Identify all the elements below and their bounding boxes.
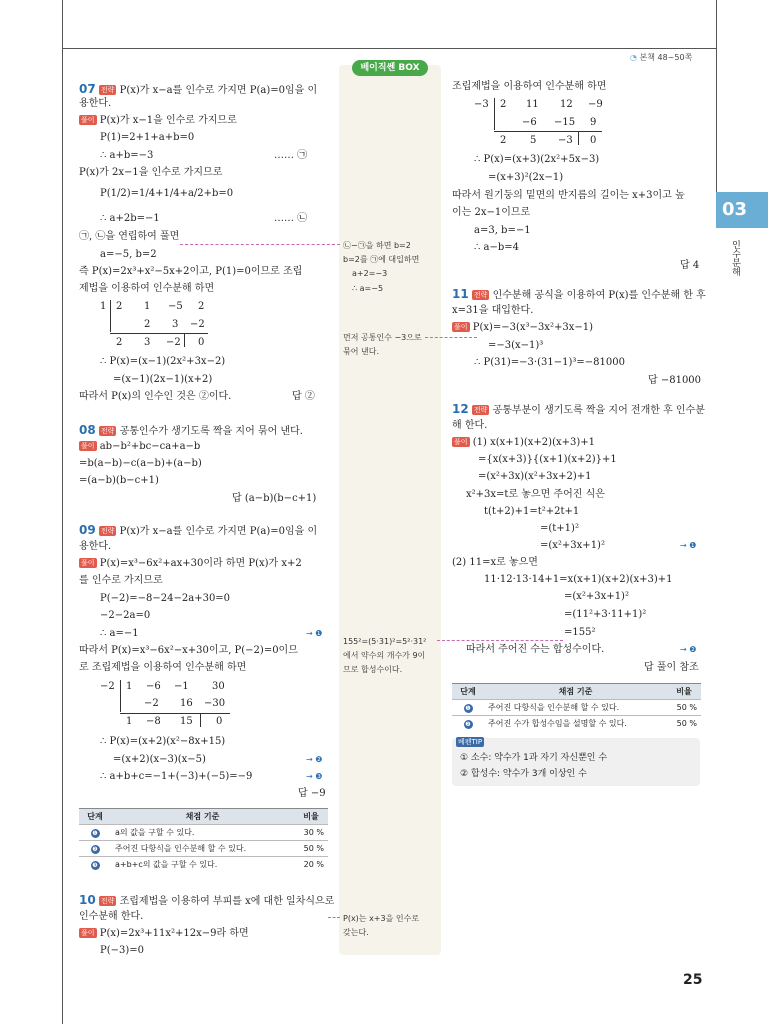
grade-header-row: 단계 채점 기준 비율: [452, 684, 701, 700]
q09-line5: 따라서 P(x)=x³−6x²−x+30이고, P(−2)=0이므: [79, 645, 298, 656]
q09-line6: 로 조립제법을 이용하여 인수분해 하면: [79, 662, 247, 673]
q10-cont5: a=3, b=−1: [474, 225, 531, 236]
q09-line8: =(x+2)(x−3)(x−5): [113, 754, 206, 765]
q07-line0: 풀이 P(x)가 x−1을 인수로 가지므로: [81, 115, 237, 126]
sidebar-note3-2: 므로 합성수이다.: [343, 665, 403, 674]
q12-line9: =(x²+3x+1)²: [564, 591, 629, 602]
q07-answer: 답 ②: [292, 391, 315, 402]
q10-cont0: 조립제법을 이용하여 인수분해 하면: [452, 81, 607, 92]
q07-line12: 따라서 P(x)의 인수인 것은 ②이다.: [79, 391, 232, 402]
right-margin-line: [716, 0, 717, 192]
q07-line3: P(x)가 2x−1을 인수로 가지므로: [79, 167, 223, 178]
q11-header: 11 전략 인수분해 공식을 이용하여 P(x)를 인수분해 한 후: [452, 287, 706, 301]
sidebar-note2-0: 먼저 공통인수 −3으로: [343, 333, 422, 342]
header-line: [62, 48, 716, 49]
page-reference: ◔ 본책 48~50쪽: [630, 53, 693, 62]
q07-line10: ∴ P(x)=(x−1)(2x²+3x−2): [100, 356, 226, 367]
table-row: ❷ 주어진 다항식을 인수분해 할 수 있다. 50 %: [79, 841, 328, 857]
q07-line2: ∴ a+b=−3: [100, 150, 154, 161]
q10-cont3: 따라서 원기둥의 밑면의 반지름의 길이는 x+3이고 높: [452, 190, 685, 201]
q07-line6: ㉠, ㉡을 연립하여 풀면: [79, 231, 180, 242]
q09-step3: → ❸: [306, 772, 323, 781]
tip-item-2: ② 합성수: 약수가 3개 이상인 수: [460, 769, 587, 779]
q07-strategy-cont: 용한다.: [79, 98, 112, 109]
tip-item-1: ① 소수: 약수가 1과 자기 자신뿐인 수: [460, 753, 608, 763]
q10-line0: 풀이 P(x)=2x³+11x²+12x−9라 하면: [81, 928, 249, 939]
q12-line3: x²+3x=t로 놓으면 주어진 식은: [466, 489, 605, 500]
q07-pointer-line: [180, 244, 340, 245]
q07-mark2: …… ㉡: [274, 213, 308, 224]
chapter-title: 인수분해: [730, 240, 740, 276]
q11-line2: ∴ P(31)=−3·(31−1)³=−81000: [474, 357, 625, 368]
tip-label: 베펜TIP: [458, 738, 483, 746]
q10-line1: P(−3)=0: [100, 945, 145, 956]
q08-answer: 답 (a−b)(b−c+1): [232, 493, 317, 504]
q07-line11: =(x−1)(2x−1)(x+2): [113, 374, 213, 385]
left-margin-line: [62, 0, 63, 1024]
sidebar-note4-1: 갖는다.: [343, 928, 369, 937]
q11-line1: =−3(x−1)³: [488, 340, 544, 351]
chapter-tab: 03: [716, 192, 768, 228]
q10-cont4: 이는 2x−1이므로: [452, 207, 531, 218]
table-row: ❶ 주어진 다항식을 인수분해 할 수 있다. 50 %: [452, 700, 701, 716]
q11-line0: 풀이 P(x)=−3(x³−3x²+3x−1): [454, 322, 593, 333]
q12-line12: 따라서 주어진 수는 합성수이다.: [466, 644, 605, 655]
q12-grade-table: [452, 683, 701, 731]
q07-line8: 즉 P(x)=2x³+x²−5x+2이고, P(1)=0이므로 조립: [79, 266, 303, 277]
sidebar-note1-1: b=2를 ㉠에 대입하면: [343, 255, 420, 264]
q11-answer: 답 −81000: [648, 375, 702, 386]
q08-header: 08 전략 공통인수가 생기도록 짝을 지어 묶어 낸다.: [79, 423, 303, 437]
q09-line0: 풀이 P(x)=x³−6x²+ax+30이라 하면 P(x)가 x+2: [81, 558, 302, 569]
q09-line1: 를 인수로 가지므로: [79, 575, 163, 586]
q09-line4: ∴ a=−1: [100, 628, 139, 639]
table-row: ❸ a+b+c의 값을 구할 수 있다. 20 %: [79, 857, 328, 873]
q08-line2: =(a−b)(b−c+1): [79, 475, 159, 486]
q12-line0: 풀이 (1) x(x+1)(x+2)(x+3)+1: [454, 437, 595, 448]
sidebar-box: [339, 65, 441, 955]
q08-line1: =b(a−b)−c(a−b)+(a−b): [79, 458, 202, 469]
q12-line8: 11·12·13·14+1=x(x+1)(x+2)(x+3)+1: [484, 574, 673, 585]
q08-line0: 풀이 ab−b²+bc−ca+a−b: [81, 441, 201, 452]
q12-strategy-cont: 해 한다.: [452, 420, 488, 431]
q11-strategy-cont: x=31을 대입한다.: [452, 305, 534, 316]
q10-cont2: =(x+3)²(2x−1): [488, 172, 564, 183]
sidebar-note1-2: a+2=−3: [352, 269, 388, 278]
q07-mark1: …… ㉠: [274, 150, 308, 161]
sidebar-note3-1: 에서 약수의 개수가 9이: [343, 651, 426, 660]
grade-header-row: 단계 채점 기준 비율: [79, 809, 328, 825]
q09-strategy-cont: 용한다.: [79, 541, 112, 552]
table-row: ❷ 주어진 수가 합성수임을 설명할 수 있다. 50 %: [452, 716, 701, 732]
sidebar-note1-0: ㉡−㉠을 하면 b=2: [343, 241, 411, 250]
q07-line5: ∴ a+2b=−1: [100, 213, 160, 224]
q07-line7: a=−5, b=2: [100, 249, 157, 260]
q07-line9: 제법을 이용하여 인수분해 하면: [79, 283, 215, 294]
sidebar-note3-0: 155²=(5·31)²=5²·31²: [343, 637, 427, 646]
sidebar-note2-1: 묶어 낸다.: [343, 347, 379, 356]
q12-step1: → ❶: [680, 541, 697, 550]
q12-line7: (2) 11=x로 놓으면: [452, 557, 538, 568]
q07-header: 07 전략 P(x)가 x−a를 인수로 가지면 P(a)=0임을 이: [79, 82, 318, 96]
q09-line9: ∴ a+b+c=−1+(−3)+(−5)=−9: [100, 771, 253, 782]
q12-step2: → ❷: [680, 645, 697, 654]
q12-line11: =155²: [564, 627, 596, 638]
q12-header: 12 전략 공통부분이 생기도록 짝을 지어 전개한 후 인수분: [452, 402, 705, 416]
q12-answer: 답 풀이 참조: [644, 662, 699, 673]
q09-line2: P(−2)=−8−24−2a+30=0: [100, 593, 231, 604]
q12-line5: =(t+1)²: [540, 523, 579, 534]
page-ref-icon: ◔: [630, 53, 637, 62]
q10-strategy-cont: 인수분해 한다.: [79, 911, 144, 922]
sidebar-note4-0: P(x)는 x+3을 인수로: [343, 914, 420, 923]
q09-step1: → ❶: [306, 629, 323, 638]
q10-cont1: ∴ P(x)=(x+3)(2x²+5x−3): [474, 154, 600, 165]
q07-line1: P(1)=2+1+a+b=0: [100, 132, 195, 143]
q09-grade-table: [79, 808, 328, 872]
q12-line10: =(11²+3·11+1)²: [564, 609, 647, 620]
box-title: 베이직쎈 BOX: [352, 60, 428, 76]
sidebar-note3-pointer: [437, 640, 563, 641]
sidebar-note2-pointer: [425, 337, 477, 338]
table-row: ❶ a의 값을 구할 수 있다. 30 %: [79, 825, 328, 841]
q07-line4: P(1/2)=1/4+1/4+a/2+b=0: [100, 188, 234, 199]
q12-line6: =(x²+3x+1)²: [540, 540, 605, 551]
q09-step2: → ❷: [306, 755, 323, 764]
sidebar-note1-3: ∴ a=−5: [352, 284, 384, 293]
page-number: 25: [683, 972, 703, 988]
q10-header: 10 전략 조립제법을 이용하여 부피를 x에 대한 일차식으로: [79, 893, 335, 907]
q12-line4: t(t+2)+1=t²+2t+1: [484, 506, 580, 517]
q09-line7: ∴ P(x)=(x+2)(x²−8x+15): [100, 736, 226, 747]
q09-answer: 답 −9: [298, 788, 326, 799]
q09-line3: −2−2a=0: [100, 610, 151, 621]
q10-cont6: ∴ a−b=4: [474, 242, 520, 253]
q09-header: 09 전략 P(x)가 x−a를 인수로 가지면 P(a)=0임을 이: [79, 523, 318, 537]
q12-line1: ={x(x+3)}{(x+1)(x+2)}+1: [478, 454, 617, 465]
q10-answer: 답 4: [680, 260, 700, 271]
sidebar-note4-pointer: [328, 917, 340, 918]
q12-line2: =(x²+3x)(x²+3x+2)+1: [478, 471, 592, 482]
